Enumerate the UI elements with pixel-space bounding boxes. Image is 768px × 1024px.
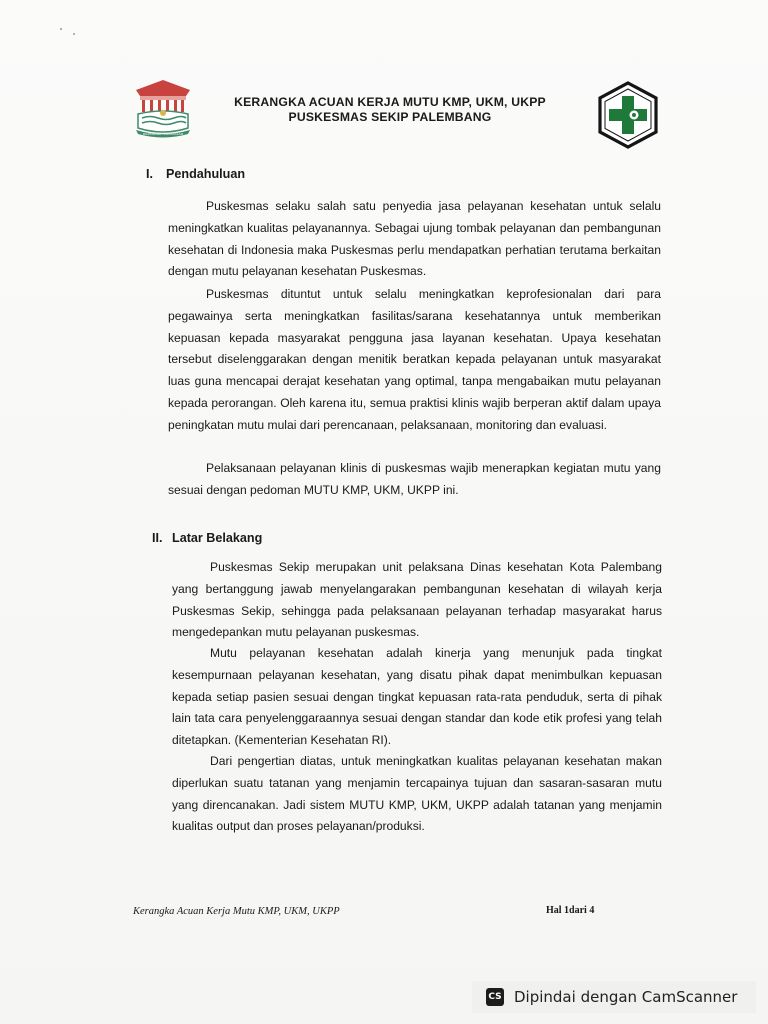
paragraph-text: Puskesmas dituntut untuk selalu meningkatkan keprofesionalan dari para pegawainya serta meningkatkan fasilitas/sarana kesehatannya untuk memberikan kepuasan kepada masyarakat pengguna jasa layanan kesehatan. Upaya kesehatan tersebut diselenggarakan dengan menitik beratkan kepada pelayanan untuk masyarakat luas guna mencapai derajat kesehatan yang optimal, tanpa mengabaikan mutu pelayanan kepada perorangan. Oleh karena itu, semua praktisi klinis wajib berperan aktif dalam upaya peningkatan mutu mulai dari perencanaan, pelaksanaan, monitoring dan evaluasi. xyxy=(168,287,661,432)
section-number: II. xyxy=(152,531,163,545)
paragraph-intro-3 xyxy=(168,458,661,502)
document-header xyxy=(130,78,660,158)
section-heading-latar-belakang xyxy=(152,531,262,545)
title-line-1: KERANGKA ACUAN KERJA MUTU KMP, UKM, UKPP xyxy=(234,95,546,109)
camscanner-watermark xyxy=(472,981,756,1013)
section-number: I. xyxy=(146,167,153,181)
footer-document-title: Kerangka Acuan Kerja Mutu KMP, UKM, UKPP xyxy=(133,906,340,917)
section-heading-pendahuluan xyxy=(146,167,245,181)
paragraph-background-3 xyxy=(172,751,662,838)
paragraph-text: Puskesmas Sekip merupakan unit pelaksana Dinas kesehatan Kota Palembang yang bertanggung jawab menyelangarakan pembangunan kesehatan di wilayah kerja Puskesmas Sekip, sehingga pada pelaksanaan pelayanan terhadap masyarakat harus mengedepankan mutu pelayanan puskesmas. xyxy=(172,560,662,640)
section-title: Latar Belakang xyxy=(172,531,263,545)
emblem-banner-text: PALEMBANG DARUSSALAM xyxy=(142,132,184,136)
paragraph-background-1 xyxy=(172,557,662,644)
section-title: Pendahuluan xyxy=(166,167,246,181)
paragraph-text: Puskesmas selaku salah satu penyedia jasa pelayanan kesehatan untuk selalu meningkatkan kualitas pelayanannya. Sebagai ujung tombak pelayanan dan pembangunan kesehatan di Indonesia maka Puskesmas perlu mendapatkan perhatian terutama berkaitan dengan mutu pelayanan kesehatan Puskesmas. xyxy=(168,199,661,279)
camscanner-label: Dipindai dengan CamScanner xyxy=(514,988,738,1006)
title-line-2: PUSKESMAS SEKIP PALEMBANG xyxy=(288,110,492,124)
paragraph-intro-1 xyxy=(168,196,661,283)
paragraph-background-2 xyxy=(172,643,662,752)
paragraph-intro-2 xyxy=(168,284,661,437)
palembang-city-emblem-icon xyxy=(130,78,196,138)
document-title xyxy=(200,95,580,125)
puskesmas-cross-hexagon-icon xyxy=(596,80,660,150)
paragraph-text: Mutu pelayanan kesehatan adalah kinerja yang menunjuk pada tingkat kesempurnaan pelayanan kesehatan, yang disatu pihak dapat menimbulkan kepuasan kepada setiap pasien sesuai dengan tingkat kepuasan rata-rata penduduk, serta di pihak lain tata cara penyelenggaraannya sesuai dengan standar dan kode etik profesi yang telah ditetapkan. (Kementerian Kesehatan RI). xyxy=(172,646,662,748)
paragraph-text: Dari pengertian diatas, untuk meningkatkan kualitas pelayanan kesehatan makan diperlukan suatu tatanan yang menjamin tercapainya tujuan dan sasaran-sasaran mutu yang direncanakan. Jadi sistem MUTU KMP, UKM, UKPP adalah tatanan yang menjamin kualitas output dan proses pelayanan/produksi. xyxy=(172,754,662,834)
scan-speck xyxy=(73,33,75,35)
footer-page-number: Hal 1dari 4 xyxy=(546,905,595,916)
paragraph-text: Pelaksanaan pelayanan klinis di puskesmas wajib menerapkan kegiatan mutu yang sesuai dengan pedoman MUTU KMP, UKM, UKPP ini. xyxy=(168,461,661,497)
scan-speck xyxy=(60,28,62,30)
camscanner-cs-icon: CS xyxy=(486,988,504,1006)
